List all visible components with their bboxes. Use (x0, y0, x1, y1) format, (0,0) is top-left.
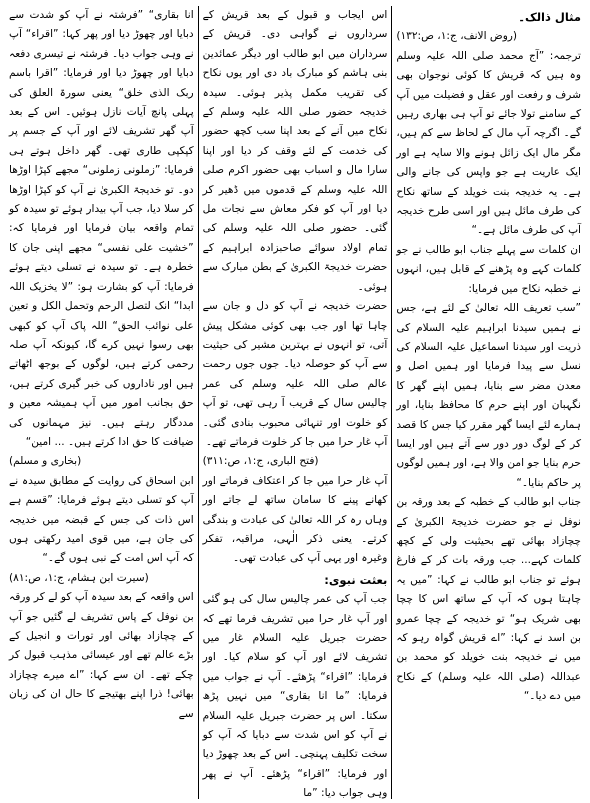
paragraph: اس واقعہ کے بعد سیدہ آپ کو لے کر ورقہ بن نوفل کے پاس تشریف لے گئیں جو آپ کے چچازاد بھائی اور تورات و انجیل کے بڑے عالم تھے اور عیسائی مذہب قبول کر چکے تھے۔ ان سے کہا: ”اے میرے چچازاد بھائی! ذرا اپنے بھتیجے کا حال ان کی زبان سے (8, 591, 194, 720)
reference-citation: (سیرت ابن ہشام، ج:۱، ص:۸۱) (8, 571, 149, 584)
paragraph: اس ایجاب و قبول کے بعد قریش کے سرداروں نے گواہی دی۔ قریش کے سرداران میں ابو طالب اور دیگر عمائدین بنی ہاشم کو مبارک باد دی اور یوں نکاح کی تقریب مکمل پذیر ہوئی۔ سیدہ خدیجہ حضور صلی اللہ علیہ وسلم کے نکاح میں آنے کے بعد اپنا سب کچھ حضور کی خدمت کے لئے وقف کر دیا اور اپنا سارا مال و اسباب بھی حضور اکرم صلی اللہ علیہ وسلم کے قدموں میں ڈھیر کر دیا اور آپ کو فکر معاش سے نجات مل گئی۔ حضور صلی اللہ علیہ وسلم کی تمام اولاد سوائے صاحبزادہ ابراہیم کے حضرت خدیجۃ الکبریٰ کے بطن مبارک سے ہوئی۔ (202, 9, 388, 293)
paragraph: آپ غار حرا میں جا کر اعتکاف فرماتے اور کھانے پینے کا سامان ساتھ لے جاتے اور وہاں رہ کر اللہ تعالیٰ کی عبادت و بندگی کرتے۔ یعنی ذکر الٰہی، مراقبہ، تفکر وغیرہ اور یہی آپ کی عبادت تھی۔ (202, 474, 388, 565)
paragraph: ابن اسحاق کی روایت کے مطابق سیدہ نے آپ کو تسلی دیتے ہوئے فرمایا: ”قسم ہے اس ذات کی جس کے قبضہ میں خدیجہ کی جان ہے، میں قوی امید رکھتی ہوں کہ آپ اس امت کے نبی ہوں گے۔“ (8, 474, 194, 565)
reference-citation: (فتح الباری، ج:۱، ص:۳۱۱) (202, 455, 319, 468)
column-middle (200, 6, 391, 799)
reference-citation: (روض الانف، ج:۱، ص:۱۳۲) (396, 30, 518, 43)
column-divider (391, 6, 392, 799)
paragraph: ”سب تعریف اللہ تعالیٰ کے لئے ہے، جس نے ہمیں سیدنا ابراہیم علیہ السلام کی ذریت اور سیدنا اسماعیل علیہ السلام کی نسل سے پیدا فرمایا اور ہمیں اصل و معدن مضر سے بنایا، ہمیں اپنے گھر کا نگہبان اور اپنے حرم کا محافظ بنایا، اور ہمارے لئے ایسا گھر مقرر کیا جس کا قصد کر کے لوگ دور دور سے آتے ہیں اور ایسا حرم بنایا جو امن والا ہے، اور ہمیں لوگوں پر حاکم بنایا۔“ (396, 302, 581, 489)
column-right (393, 6, 584, 799)
paragraph: انا بقاری“ ”فرشتہ نے آپ کو شدت سے دبایا اور چھوڑ دیا اور پھر کہا: ”اقراء“ آپ نے وہی جواب دیا۔ فرشتہ نے تیسری دفعہ دبایا اور چھوڑ دیا اور فرمایا: ”اقرا باسم ربک الذی خلق“ یعنی سورۃ العلق کی پہلی پانچ آیات نازل ہوئیں۔ اس کے بعد آپ گھر تشریف لائے اور آپ کے جسم پر کپکپی طاری تھی۔ گھر داخل ہوتے ہی فرمایا: ”زملونی زملونی“ مجھے کپڑا اوڑھا دو۔ تو خدیجۃ الکبریٰ نے آپ کو کپڑا اوڑھا کر سلا دیا، جب آپ بیدار ہوئے تو سیدہ کو تمام واقعہ بیان فرمایا اور فرمایا کہ: ”خشیت علی نفسی“ مجھے اپنی جان کا خطرہ ہے۔ تو سیدہ نے تسلی دیتے ہوئے فرمایا: آپ کو بشارت ہو: ”لا یخزیک اللہ ابدا“ انک لتصل الرحم وتحمل الکل و تعین علی نوائب الحق“ اللہ پاک آپ کو کبھی بھی رسوا نہیں کرے گا، کیونکہ آپ صلہ رحمی کرتے ہیں، لوگوں کے بوجھ اٹھاتے ہیں اور ناداروں کی خبر گیری کرتے ہیں، حق بجانب امور میں آپ ہمیشہ معین و مددگار رہتے ہیں۔ نیز مہمانوں کی ضیافت کا حق ادا کرتے ہیں۔ ... امین“ (8, 9, 194, 448)
paragraph: جناب ابو طالب کے خطبہ کے بعد ورقہ بن نوفل نے جو حضرت خدیجۃ الکبریٰ کے چچازاد بھائی تھے بحیثیت ولی کے کچھ کلمات کہے... جب ورقہ بات کر کے فارغ ہوئے تو جناب ابو طالب نے کہا: ”میں یہ چاہتا ہوں کہ آپ کے ساتھ اس کا چچا بھی شریک ہو“ تو خدیجہ کے چچا عمرو بن اسد نے کہا: ”اے قریش گواہ رہو کہ میں نے خدیجہ بنت خویلد کو محمد بن عبداللہ (صلی اللہ علیہ وسلم) کے نکاح میں دے دیا۔“ (396, 496, 581, 703)
column-divider (198, 6, 199, 799)
paragraph: ترجمہ: ”آج محمد صلی اللہ علیہ وسلم وہ ہیں کہ قریش کا کوئی نوجوان بھی شرف و رفعت اور عقل و فضیلت میں آپ کے سامنے تولا جائے تو آپ ہی بھاری رہیں گے۔ اگرچہ آپ مال کے لحاظ سے کم ہیں، مگر مال ایک زائل ہونے والا سایہ ہے اور ایک عاریت ہے جو واپس کی جانے والی ہے۔ یہ خدیجہ بنت خویلد کے ساتھ نکاح کی طرف مائل ہیں اور اسی طرح خدیجہ آپ کی طرف مائل ہے۔“ (396, 49, 581, 237)
section-heading: بعثت نبوی: (324, 572, 388, 587)
column-left (6, 6, 197, 799)
paragraph: ان کلمات سے پہلے جناب ابو طالب نے جو کلمات کہے وہ پڑھنے کے قابل ہیں، انہوں نے خطبہ نکاح میں فرمایا: (396, 243, 581, 295)
reference-citation: (بخاری و مسلم) (8, 455, 82, 468)
paragraph: جب آپ کی عمر چالیس سال کی ہو گئی اور آپ غار حرا میں تشریف فرما تھے کہ حضرت جبریل علیہ السلام غار میں تشریف لائے اور آپ کو سلام کیا۔ اور فرمایا: ”اقراء“ پڑھئے۔ آپ نے جواب میں فرمایا: ”ما انا بقاری“ میں نہیں پڑھ سکتا۔ اس پر حضرت جبریل علیہ السلام نے آپ کو اس شدت سے دبایا کہ آپ کو سخت تکلیف پہنچی۔ اس کے بعد چھوڑ دیا اور فرمایا: ”اقراء“ پڑھئے۔ آپ نے پھر وہی جواب دیا: ”ما (202, 593, 388, 799)
paragraph: حضرت خدیجہ نے آپ کو دل و جان سے چاہا تھا اور جب بھی کوئی مشکل پیش آتی، تو انہوں نے بہترین مشیر کی حیثیت سے آپ کو حوصلہ دیا۔ جوں جوں رحمت عالم صلی اللہ علیہ وسلم کی عمر چالیس سال کے قریب آ رہی تھی، تو آپ کو خلوت اور تنہائی محبوب بنادی گئی۔ آپ غار حرا میں جا کر خلوت فرماتے تھے۔ (202, 300, 388, 448)
section-heading: مثال ذالک۔ (518, 10, 581, 24)
